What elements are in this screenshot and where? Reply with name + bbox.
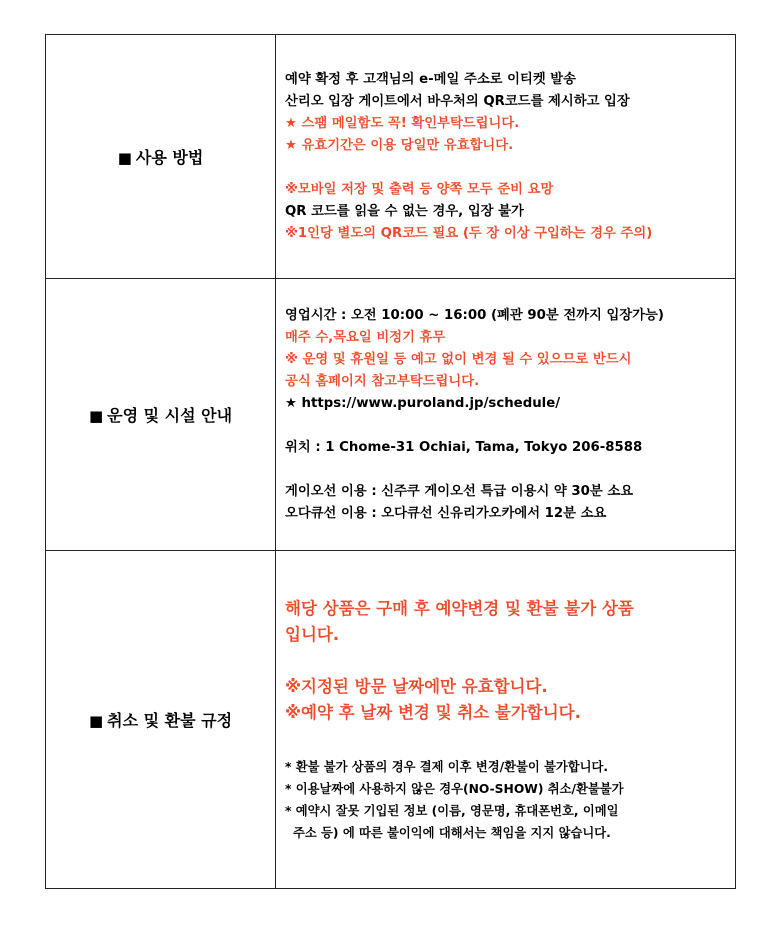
bullet-square-icon: ■: [88, 712, 104, 730]
refund-notice-lines: [285, 596, 731, 726]
text-line: ※모바일 저장 및 출력 등 양쪽 모두 준비 요망: [285, 181, 554, 197]
table-row: [46, 35, 736, 279]
usage-lines: [285, 69, 731, 245]
text-line: 공식 홈페이지 참고부탁드립니다.: [285, 373, 480, 389]
text-line: * 이용날짜에 사용하지 않은 경우(NO-SHOW) 취소/환불불가: [285, 781, 624, 796]
text-line: ★ 스팸 메일함도 꼭! 확인부탁드립니다.: [285, 115, 520, 131]
text-line: 산리오 입장 게이트에서 바우처의 QR코드를 제시하고 입장: [285, 93, 630, 109]
text-line: 매주 수,목요일 비정기 휴무: [285, 329, 446, 345]
text-line: ※예약 후 날짜 변경 및 취소 불가합니다.: [285, 702, 581, 722]
text-line: * 예약시 잘못 기입된 정보 (이름, 영문명, 휴대폰번호, 이메일: [285, 803, 619, 818]
spacer: [285, 648, 731, 674]
usage-content: [276, 35, 736, 279]
table-row: [46, 551, 736, 889]
refund-detail-lines: [285, 756, 731, 844]
text-line: ★ 유효기간은 이용 당일만 유효합니다.: [285, 137, 514, 153]
text-line: ※ 운영 및 휴원일 등 예고 없이 변경 될 수 있으므로 반드시: [285, 351, 632, 367]
bullet-square-icon: ■: [88, 407, 104, 425]
text-line: 오다큐선 이용 : 오다큐선 신유리가오카에서 12분 소요: [285, 505, 607, 521]
operation-lines: [285, 305, 731, 525]
text-line: 예약 확정 후 고객님의 e-메일 주소로 이티켓 발송: [285, 71, 576, 87]
row-label-cell: [46, 551, 276, 889]
text-line: ※지정된 방문 날짜에만 유효합니다.: [285, 676, 548, 696]
row-label-cell: [46, 35, 276, 279]
text-line: 영업시간 : 오전 10:00 ~ 16:00 (폐관 90분 전까지 입장가능): [285, 307, 664, 323]
operation-label: 운영 및 시설 안내: [107, 406, 233, 425]
text-line: ※1인당 별도의 QR코드 필요 (두 장 이상 구입하는 경우 주의): [285, 225, 653, 241]
refund-label: 취소 및 환불 규정: [107, 711, 233, 730]
text-line: 해당 상품은 구매 후 예약변경 및 환불 불가 상품: [285, 598, 634, 618]
text-line: 위치 : 1 Chome-31 Ochiai, Tama, Tokyo 206-8588: [285, 439, 643, 455]
text-line: 입니다.: [285, 624, 340, 644]
text-line: QR 코드를 읽을 수 없는 경우, 입장 불가: [285, 203, 524, 219]
usage-label: 사용 방법: [135, 148, 204, 167]
row-label-cell: [46, 279, 276, 551]
spacer: [285, 157, 731, 179]
text-line: ★ https://www.puroland.jp/schedule/: [285, 395, 561, 411]
spacer: [285, 415, 731, 437]
spacer: [285, 459, 731, 481]
bullet-square-icon: ■: [117, 149, 132, 167]
operation-content: [276, 279, 736, 551]
text-line: * 환불 불가 상품의 경우 결제 이후 변경/환불이 불가합니다.: [285, 759, 609, 774]
refund-content: [276, 551, 736, 889]
info-table: [45, 34, 736, 889]
text-line: 게이오선 이용 : 신주쿠 게이오선 특급 이용시 약 30분 소요: [285, 483, 634, 499]
text-line: 주소 등) 에 따른 불이익에 대해서는 책임을 지지 않습니다.: [293, 825, 611, 840]
table-row: [46, 279, 736, 551]
